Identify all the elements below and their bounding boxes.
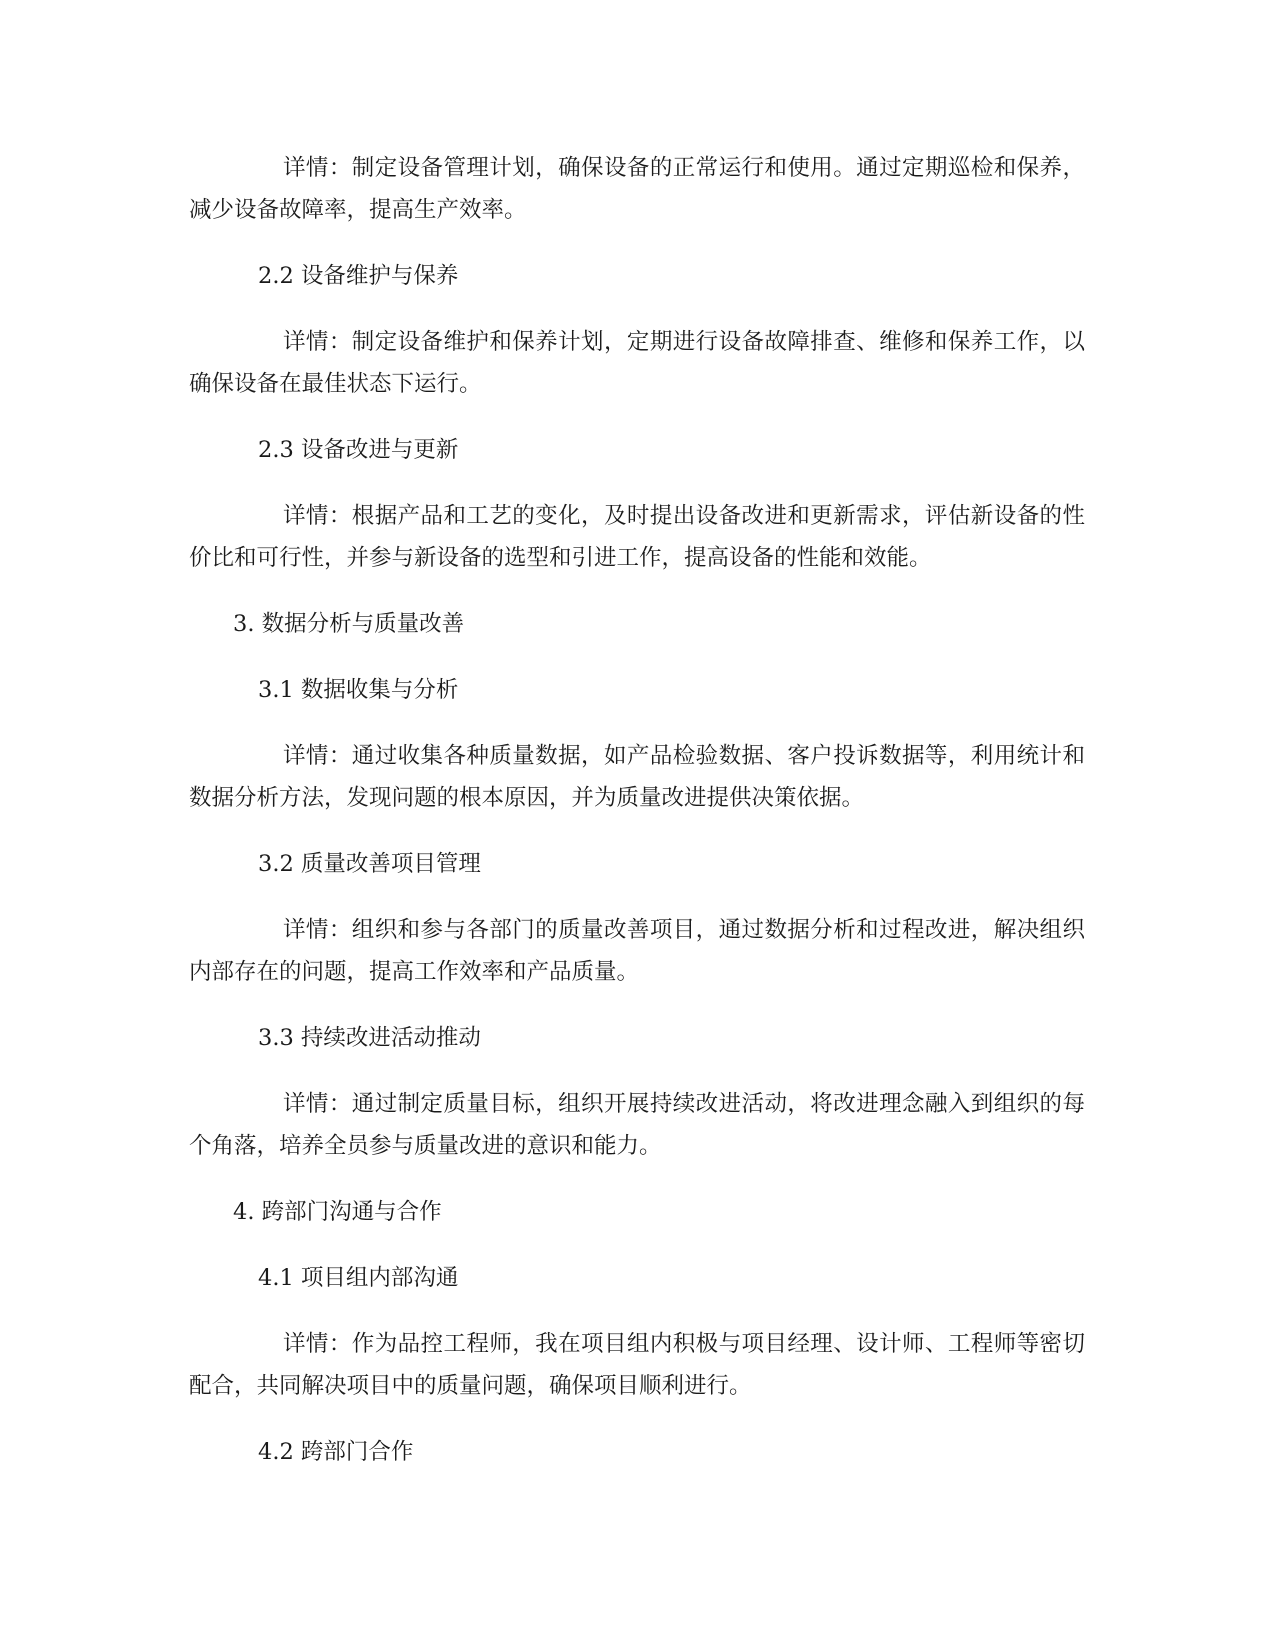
section-heading-2-3: 2.3 设备改进与更新 bbox=[258, 437, 459, 463]
detail-paragraph-equipment-management: 详情：制定设备管理计划，确保设备的正常运行和使用。通过定期巡检和保养，减少设备故障率，提高生产效率。 bbox=[189, 155, 1085, 223]
section-heading-3: 3. 数据分析与质量改善 bbox=[233, 611, 465, 637]
detail-paragraph-data-analysis: 详情：通过收集各种质量数据，如产品检验数据、客户投诉数据等，利用统计和数据分析方法，发现问题的根本原因，并为质量改进提供决策依据。 bbox=[189, 743, 1085, 811]
detail-paragraph-quality-project: 详情：组织和参与各部门的质量改善项目，通过数据分析和过程改进，解决组织内部存在的问题，提高工作效率和产品质量。 bbox=[189, 917, 1085, 985]
section-heading-4: 4. 跨部门沟通与合作 bbox=[233, 1199, 442, 1225]
section-heading-4-2: 4.2 跨部门合作 bbox=[258, 1439, 414, 1465]
detail-paragraph-improvement-update: 详情：根据产品和工艺的变化，及时提出设备改进和更新需求，评估新设备的性价比和可行性，并参与新设备的选型和引进工作，提高设备的性能和效能。 bbox=[189, 503, 1085, 571]
section-heading-3-2: 3.2 质量改善项目管理 bbox=[258, 851, 481, 877]
section-heading-4-1: 4.1 项目组内部沟通 bbox=[258, 1265, 459, 1291]
section-heading-3-3: 3.3 持续改进活动推动 bbox=[258, 1025, 481, 1051]
detail-paragraph-team-communication: 详情：作为品控工程师，我在项目组内积极与项目经理、设计师、工程师等密切配合，共同解决项目中的质量问题，确保项目顺利进行。 bbox=[189, 1331, 1085, 1399]
detail-paragraph-continuous-improvement: 详情：通过制定质量目标，组织开展持续改进活动，将改进理念融入到组织的每个角落，培养全员参与质量改进的意识和能力。 bbox=[189, 1091, 1085, 1159]
document-body bbox=[189, 147, 1085, 1497]
detail-paragraph-maintenance: 详情：制定设备维护和保养计划，定期进行设备故障排查、维修和保养工作，以确保设备在最佳状态下运行。 bbox=[189, 329, 1085, 397]
section-heading-3-1: 3.1 数据收集与分析 bbox=[258, 677, 459, 703]
section-heading-2-2: 2.2 设备维护与保养 bbox=[258, 263, 459, 289]
